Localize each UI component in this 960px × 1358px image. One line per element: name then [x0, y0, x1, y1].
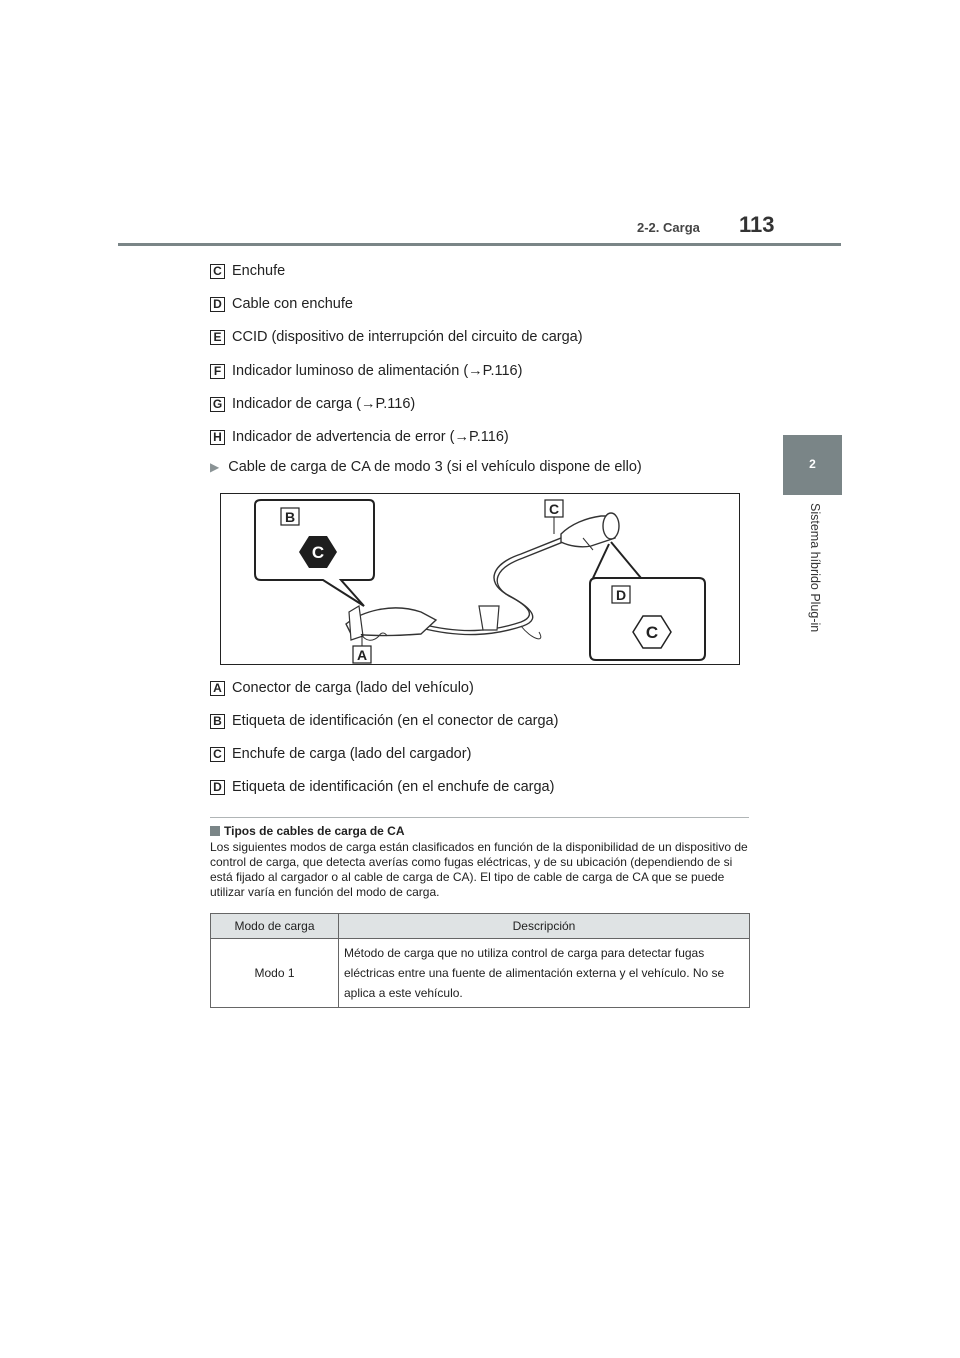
callout-letter-c: C — [548, 501, 560, 517]
legend-item — [210, 395, 415, 413]
charging-cable-illustration — [221, 494, 739, 664]
header-divider — [118, 243, 841, 246]
chapter-number: 2 — [809, 457, 816, 471]
legend-text: Etiqueta de identificación (en el enchufe de carga) — [232, 779, 555, 795]
chapter-title: Sistema híbrido Plug-in — [808, 503, 822, 633]
section-title: 2-2. Carga — [637, 220, 700, 235]
square-bullet-icon — [210, 826, 220, 836]
table-header-row — [211, 914, 750, 939]
callout-letter-d: D — [615, 587, 627, 603]
legend-letter: H — [210, 430, 225, 445]
legend-text: Cable con enchufe — [232, 296, 353, 312]
note-heading — [210, 824, 405, 838]
legend-letter: B — [210, 714, 225, 729]
legend-letter: C — [210, 264, 225, 279]
page-number: 113 — [739, 212, 775, 237]
legend-letter: D — [210, 780, 225, 795]
table-row — [211, 939, 750, 1008]
legend-item — [210, 679, 474, 697]
legend-text: Indicador de carga (→P.116) — [232, 396, 416, 412]
legend-text: Etiqueta de identificación (en el conector de carga) — [232, 713, 559, 729]
legend-text: Enchufe de carga (lado del cargador) — [232, 746, 472, 762]
legend-text: Indicador luminoso de alimentación (→P.116) — [232, 363, 523, 379]
legend-letter: A — [210, 681, 225, 696]
table-header-mode: Modo de carga — [211, 914, 339, 939]
legend-letter: C — [210, 747, 225, 762]
legend-item — [210, 328, 583, 346]
legend-text: Enchufe — [232, 263, 286, 279]
table-cell-mode: Modo 1 — [211, 939, 339, 1008]
note-paragraph: Los siguientes modos de carga están clasificados en función de la disponibilidad de un dispositivo de control de carga, que detecta averías como fugas eléctricas, y de su ubicación (dependiendo de si está fijado al cargador o al cable de carga de CA). El tipo de cable de carga de CA que se puede utilizar varía en función del modo de carga. — [210, 840, 748, 899]
charging-cable-figure — [220, 493, 740, 665]
legend-item — [210, 712, 558, 730]
callout-letter-a: A — [356, 647, 368, 663]
section-bullet — [210, 459, 642, 475]
legend-item — [210, 745, 471, 763]
bullet-text: Cable de carga de CA de modo 3 (si el vehículo dispone de ello) — [228, 459, 642, 475]
note-title-text: Tipos de cables de carga de CA — [224, 824, 405, 838]
legend-letter: D — [210, 297, 225, 312]
legend-item — [210, 295, 353, 313]
legend-item — [210, 428, 509, 446]
legend-text: Indicador de advertencia de error (→P.116) — [232, 429, 509, 445]
table-cell-description: Método de carga que no utiliza control de carga para detectar fugas eléctricas entre una fuente de alimentación externa y el vehículo. No se aplica a este vehículo. — [339, 939, 750, 1008]
table-header-description: Descripción — [339, 914, 750, 939]
charging-modes-table — [210, 913, 750, 1008]
note-divider — [210, 817, 749, 818]
badge-letter-left: C — [311, 543, 325, 562]
legend-item — [210, 362, 522, 380]
callout-letter-b: B — [284, 509, 296, 525]
legend-letter: F — [210, 364, 225, 379]
legend-item — [210, 262, 285, 280]
legend-item — [210, 778, 554, 796]
legend-text: CCID (dispositivo de interrupción del circuito de carga) — [232, 329, 583, 345]
badge-letter-right: C — [645, 623, 659, 642]
triangle-bullet-icon: ▶ — [210, 460, 220, 474]
legend-text: Conector de carga (lado del vehículo) — [232, 680, 474, 696]
legend-letter: G — [210, 397, 225, 412]
legend-letter: E — [210, 330, 225, 345]
